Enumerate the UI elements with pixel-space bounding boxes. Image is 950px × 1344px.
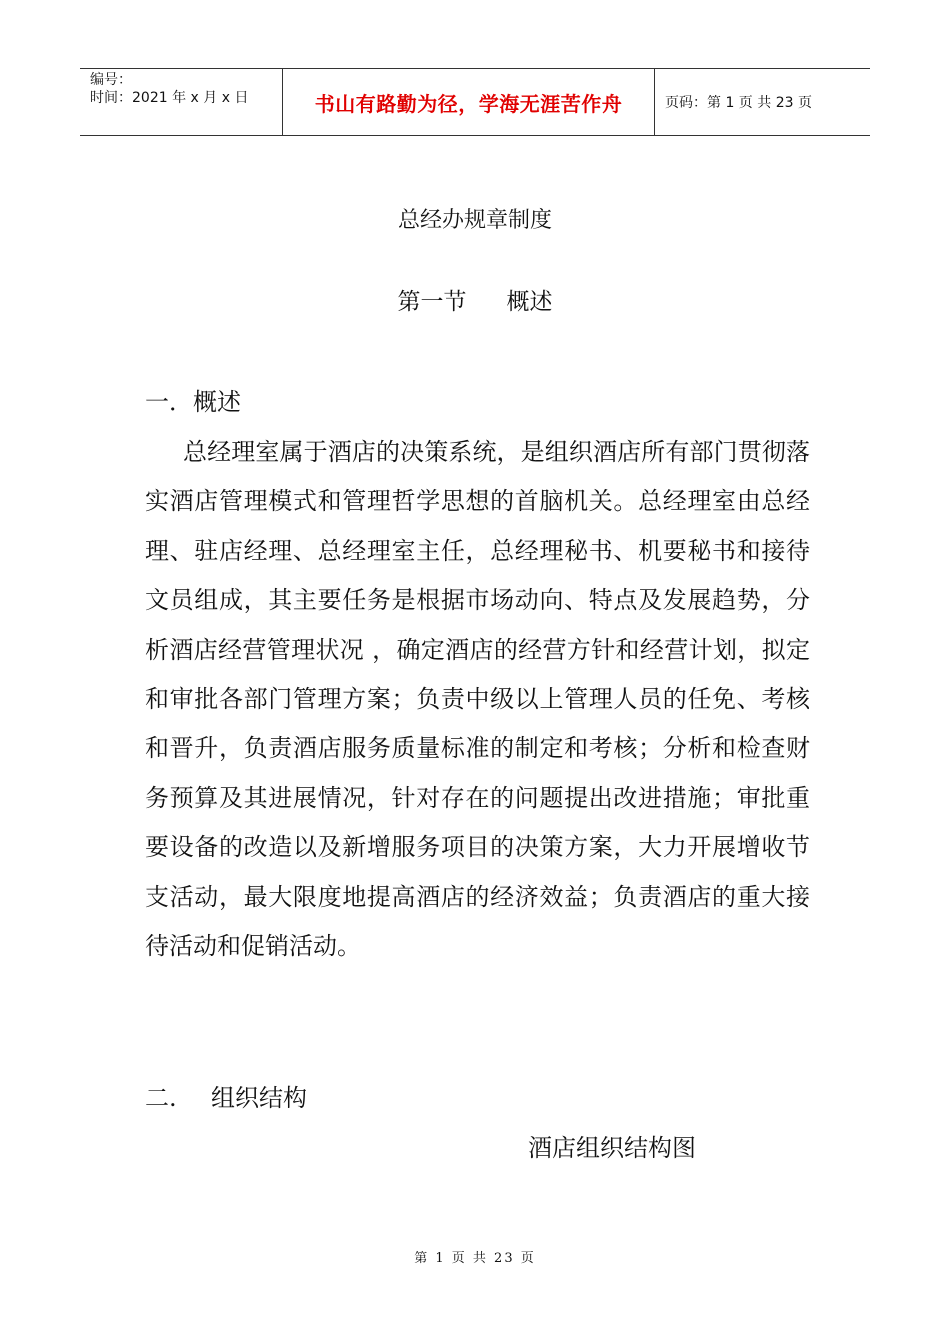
figure-caption: 酒店组织结构图 xyxy=(528,1134,696,1162)
document-title: 总经办规章制度 xyxy=(397,208,552,233)
header-motto: 书山有路勤为径，学海无涯苦作舟 xyxy=(282,69,655,135)
page-footer: 第 1 页 共 23 页 xyxy=(414,1251,536,1266)
section-number: 第一节 xyxy=(397,289,467,315)
header-page-info: 页码：第 1 页 共 23 页 xyxy=(665,95,812,111)
number-label: 编号： xyxy=(90,72,132,88)
heading-overview: 一．概述 xyxy=(145,388,241,416)
heading-org-structure xyxy=(145,1078,307,1113)
time-label: 时间：2021 年 x 月 x 日 xyxy=(90,90,249,106)
header-meta-cell xyxy=(80,69,282,135)
heading-org-text: 组织结构 xyxy=(211,1084,307,1112)
section-name: 概述 xyxy=(506,289,553,315)
overview-paragraph: 总经理室属于酒店的决策系统，是组织酒店所有部门贯彻落实酒店管理模式和管理哲学思想的首脑机关。总经理室由总经理、驻店经理、总经理室主任，总经理秘书、机要秘书和接待文员组成，其主要任务是根据市场动向、特点及发展趋势，分析酒店经营管理状况 ，确定酒店的经营方针和经营计划，拟定和审批各部门管理方案；负责中级以上管理人员的任免、考核和晋升，负责酒店服务质量标准的制定和考核；分析和检查财务预算及其进展情况，针对存在的问题提出改进措施；审批重要设备的改造以及新增服务项目的决策方案，大力开展增收节支活动，最大限度地提高酒店的经济效益；负责酒店的重大接待活动和促销活动。 xyxy=(145,438,810,961)
section-title xyxy=(0,283,950,316)
heading-org-number: 二. xyxy=(145,1084,177,1112)
document-header-table xyxy=(80,68,870,136)
